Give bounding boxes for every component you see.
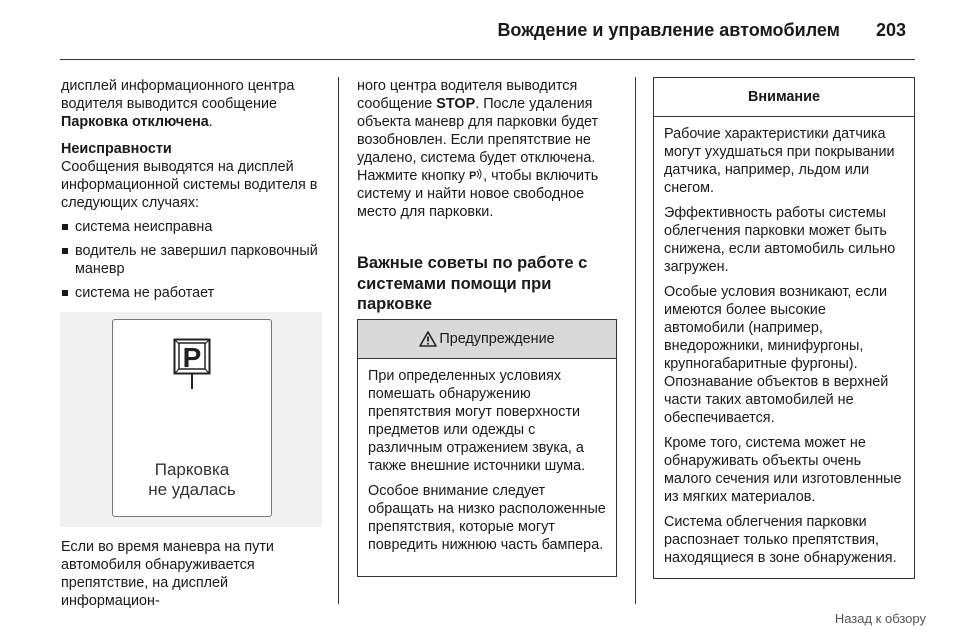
list-item: система неисправна xyxy=(61,218,323,236)
warning-paragraph: Особое внимание следует обращать на низко расположенные препятствия, которые могут повредить нижнюю часть бампера. xyxy=(368,483,606,553)
warning-title: Предупреждение xyxy=(439,331,555,347)
column-divider-2 xyxy=(635,77,636,604)
stop-message: STOP xyxy=(436,96,476,112)
outro-paragraph: Если во время маневра на пути автомобиля обнаруживается препятствие, на дисплей информацион- xyxy=(61,539,274,609)
section-heading: Важные советы по работе с системами помощи при парковке xyxy=(357,254,588,313)
caution-paragraph: Система облегчения парковки распознает только препятствия, находящиеся в зоне обнаружения. xyxy=(664,514,897,566)
header-rule xyxy=(60,59,915,60)
caution-paragraph: Особые условия возникают, если имеются более высокие автомобили (например, внедорожники, минифургоны, крупногабаритные фургоны). Опознавание объектов в верхней части таких автомобилей не обеспечивается. xyxy=(664,284,889,426)
display-message: Парковка не удалась xyxy=(148,460,236,499)
malfunctions-text: Сообщения выводятся на дисплей информационной системы водителя в следующих случаях: xyxy=(61,159,318,211)
parking-disabled-message: Парковка отключена xyxy=(61,114,209,130)
stop-message-paragraph: ного центра водителя выводится сообщение STOP. После удаления объекта маневр для парковки будет возобновлен. Если препятствие не удалено, система будет отключена. Нажмите кнопку P , чтобы включить систему и найти новое свободное место для парковки. xyxy=(357,78,599,220)
caution-paragraph: Эффективность работы системы облегчения парковки может быть снижена, если автомобиль сильно загружен. xyxy=(664,205,896,275)
display-panel xyxy=(112,319,272,517)
warning-header xyxy=(358,320,616,359)
warning-paragraph: При определенных условиях помешать обнаружению препятствия могут поверхности предметов или одежды с различным отражением звука, а также внешние источники шума. xyxy=(368,368,586,474)
page-number: 203 xyxy=(876,20,907,40)
caution-paragraph: Рабочие характеристики датчика могут ухудшаться при покрывании датчика, например, льдом или снегом. xyxy=(664,126,895,196)
svg-text:P: P xyxy=(469,170,477,182)
caution-header: Внимание xyxy=(654,78,914,117)
column-1 xyxy=(61,77,323,308)
intro-paragraph: дисплей информационного центра водителя выводится сообщение Парковка отключена. xyxy=(61,78,295,130)
warning-triangle-icon xyxy=(419,331,437,347)
malfunction-list xyxy=(61,218,323,302)
parking-assist-button-icon xyxy=(469,168,483,182)
column-divider-1 xyxy=(338,77,339,604)
page-header-title: Вождение и управление автомобилем xyxy=(497,20,840,40)
svg-text:P: P xyxy=(182,342,202,373)
warning-box xyxy=(357,319,617,577)
list-item: система не работает xyxy=(61,284,323,302)
caution-paragraph: Кроме того, система может не обнаруживать объекты очень малого сечения или изготовленные из мягких материалов. xyxy=(664,435,902,505)
list-item: водитель не завершил парковочный маневр xyxy=(61,242,323,278)
parking-sign-icon xyxy=(173,338,213,390)
back-to-overview-link[interactable]: Назад к обзору xyxy=(834,611,926,626)
display-illustration xyxy=(60,312,322,527)
malfunctions-title: Неисправности xyxy=(61,141,172,157)
caution-box xyxy=(653,77,915,579)
